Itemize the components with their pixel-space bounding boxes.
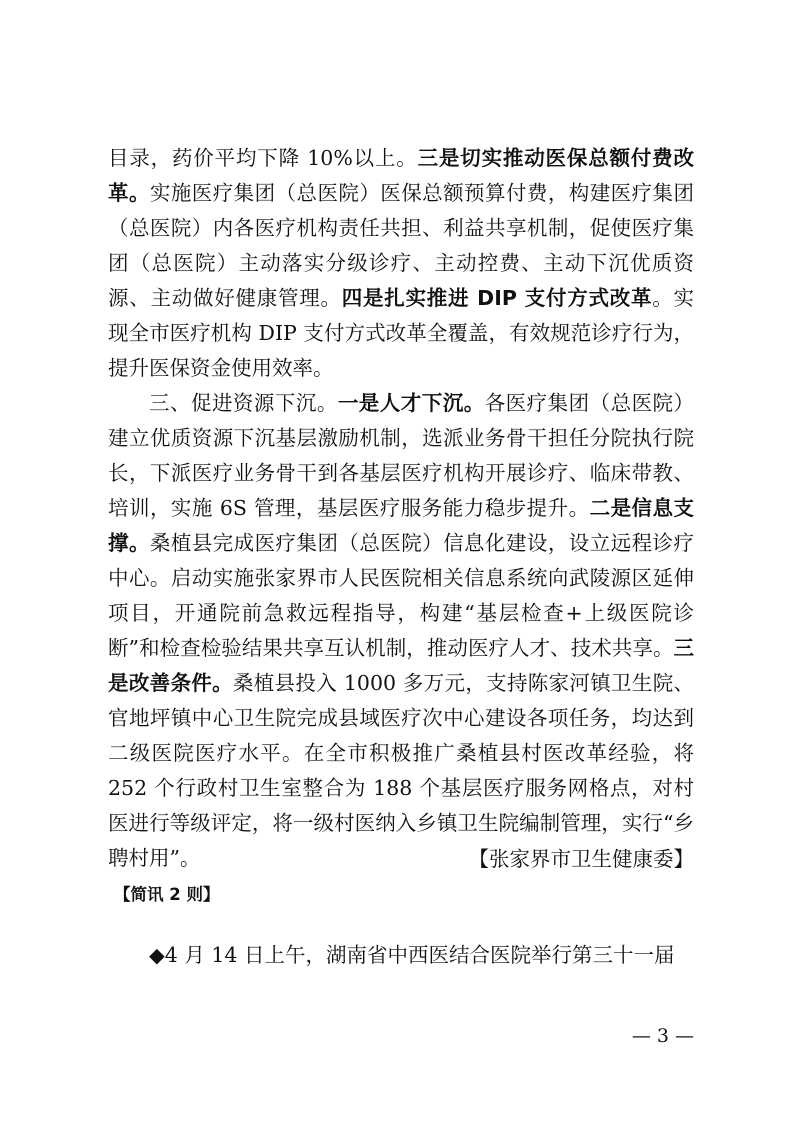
paragraph-2-text-2: 桑植县完成医疗集团（总医院）信息化建设，设立远程诊疗中心。启动实施张家界市人民医院相关信息系统向武陵源区延伸项目，开通院前急救远程指导，构建“基层检查+上级医院诊断”和检查检验结果共享互认机制，推动医疗人才、技术共享。 [108,531,695,660]
paragraph-1-text-3: 。实现全市医疗机构 DIP 支付方式改革全覆盖，有效规范诊疗行为，提升医保资金使用效率。 [108,286,695,380]
paragraph-1-heading-4: 四是扎实推进 DIP 支付方式改革 [341,286,653,310]
briefs-label: 【简讯 2 则】 [114,885,220,904]
section-heading: 三、促进资源下沉。 [149,391,338,415]
paragraph-1-text-2: 实施医疗集团（总医院）医保总额预算付费，构建医疗集团（总医院）内各医疗机构责任共担、利益共享机制，促使医疗集团（总医院）主动落实分级诊疗、主动控费、主动下沉优质资源、主动做好健康管理。 [108,181,695,310]
source-attribution: 【张家界市卫生健康委】 [468,847,694,871]
paragraph-1-heading-3: 三是切实推动医保总额付费改革。 [108,146,694,205]
paragraph-1-text-1: 目录，药价平均下降 10%以上。 [108,146,418,170]
page-number: — 3 — [631,1025,694,1047]
body-text [108,141,694,876]
paragraph-2-text-3: 桑植县投入 1000 多万元，支持陈家河镇卫生院、官地坪镇中心卫生院完成县域医疗次中心建设各项任务，均达到二级医院医疗水平。在全市积极推广桑植县村医改革经验，将 252 个行政村卫生室整合为 188 个基层医疗服务网格点，对村医进行等级评定，将一级村医纳入乡镇卫生院编制管理，实行“乡聘村用”。 [108,671,695,870]
paragraph-1 [108,141,694,386]
paragraph-2-heading-2: 二是信息支撑。 [108,496,695,555]
brief-item: ◆4 月 14 日上午，湖南省中西医结合医院举行第三十一届 [149,943,675,967]
paragraph-2-heading-1: 一是人才下沉。 [337,391,485,415]
paragraph-2-heading-3: 三是改善条件。 [108,636,694,695]
paragraph-2-text-1: 各医疗集团（总医院）建立优质资源下沉基层激励机制，选派业务骨干担任分院执行院长，下派医疗业务骨干到各基层医疗机构开展诊疗、临床带教、培训，实施 6S 管理，基层医疗服务能力稳步提升。 [108,391,695,520]
paragraph-2 [108,386,694,876]
